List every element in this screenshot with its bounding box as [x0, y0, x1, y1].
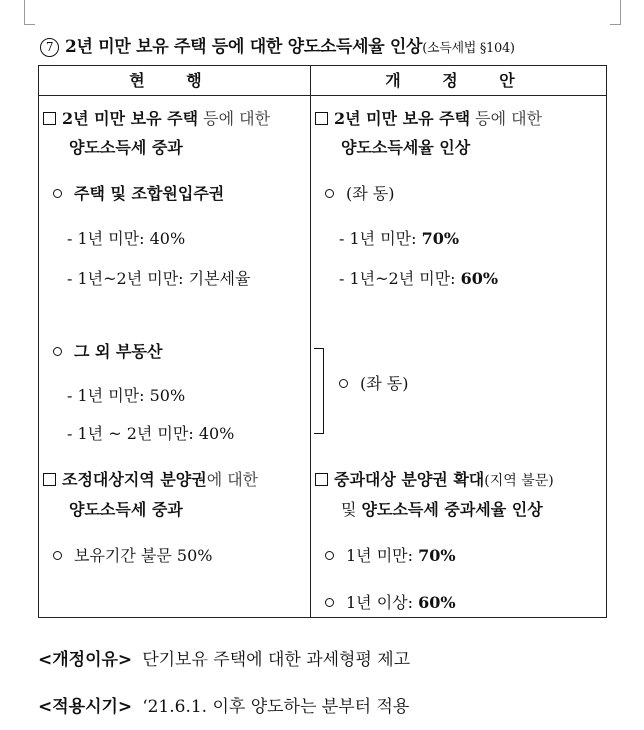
column-divider	[310, 66, 311, 617]
revised-item-over1: 1년 이상: 60%	[325, 590, 456, 613]
checkbox-square-icon	[315, 112, 328, 125]
revised-item-housing-b: - 1년~2년 미만: 60%	[339, 269, 499, 288]
circle-bullet-icon	[53, 551, 62, 560]
current-item-other-a: - 1년 미만: 50%	[67, 386, 186, 405]
revision-reason	[38, 645, 410, 670]
revised-section2-heading: 중과대상 분양권 확대(지역 불문)	[315, 467, 554, 490]
revised-item-housing-a: - 1년 미만: 70%	[339, 229, 460, 248]
revised-section1-line2: 양도소득세율 인상	[341, 138, 471, 157]
circle-bullet-icon	[53, 347, 62, 356]
section-title-text: 2년 미만 보유 주택 등에 대한 양도소득세율 인상	[65, 37, 423, 57]
effective-date	[38, 692, 409, 717]
section-number: 7	[40, 38, 59, 57]
circle-bullet-icon	[339, 379, 348, 388]
header-divider	[39, 95, 606, 96]
current-item-other-b: - 1년 ~ 2년 미만: 40%	[67, 424, 235, 443]
circle-bullet-icon	[53, 189, 62, 198]
current-item-housing-a: - 1년 미만: 40%	[67, 229, 186, 248]
checkbox-square-icon	[43, 112, 56, 125]
checkbox-square-icon	[315, 473, 328, 486]
current-item-housing-b: - 1년~2년 미만: 기본세율	[67, 269, 251, 288]
section-title	[40, 32, 620, 57]
revised-item-under1: 1년 미만: 70%	[325, 543, 456, 566]
header-current: 현 행	[129, 71, 220, 90]
revised-section1-heading: 2년 미만 보유 주택 등에 대한	[315, 106, 542, 129]
current-section1-heading: 2년 미만 보유 주택 등에 대한	[43, 106, 270, 129]
effective-date-text: ‘21.6.1. 이후 양도하는 분부터 적용	[142, 697, 410, 717]
current-section1-line2: 양도소득세 중과	[69, 138, 183, 157]
corner-mark-left	[24, 0, 35, 25]
bracket-mark	[314, 348, 324, 434]
current-item-housing: 주택 및 조합원입주권	[53, 181, 224, 204]
checkbox-square-icon	[43, 473, 56, 486]
effective-date-label: <적용시기>	[38, 697, 133, 717]
current-item-other: 그 외 부동산	[53, 339, 162, 362]
revised-section2-line2: 및 양도소득세 중과세율 인상	[341, 500, 543, 519]
revised-same-as-left-2: (좌 동)	[339, 371, 408, 394]
revision-reason-text: 단기보유 주택에 대한 과세형평 제고	[142, 650, 411, 670]
circle-bullet-icon	[325, 598, 334, 607]
law-reference: (소득세법 §104)	[422, 41, 515, 56]
revised-same-as-left-1: (좌 동)	[325, 181, 394, 204]
circle-bullet-icon	[325, 189, 334, 198]
current-section2-line2: 양도소득세 중과	[69, 500, 183, 519]
corner-mark-right	[610, 0, 621, 25]
header-revised: 개 정 안	[385, 71, 533, 90]
comparison-table	[38, 65, 607, 618]
current-section2-heading: 조정대상지역 분양권에 대한	[43, 467, 258, 490]
revision-reason-label: <개정이유>	[38, 650, 133, 670]
circle-bullet-icon	[325, 551, 334, 560]
current-item-presale: 보유기간 불문 50%	[53, 543, 212, 566]
